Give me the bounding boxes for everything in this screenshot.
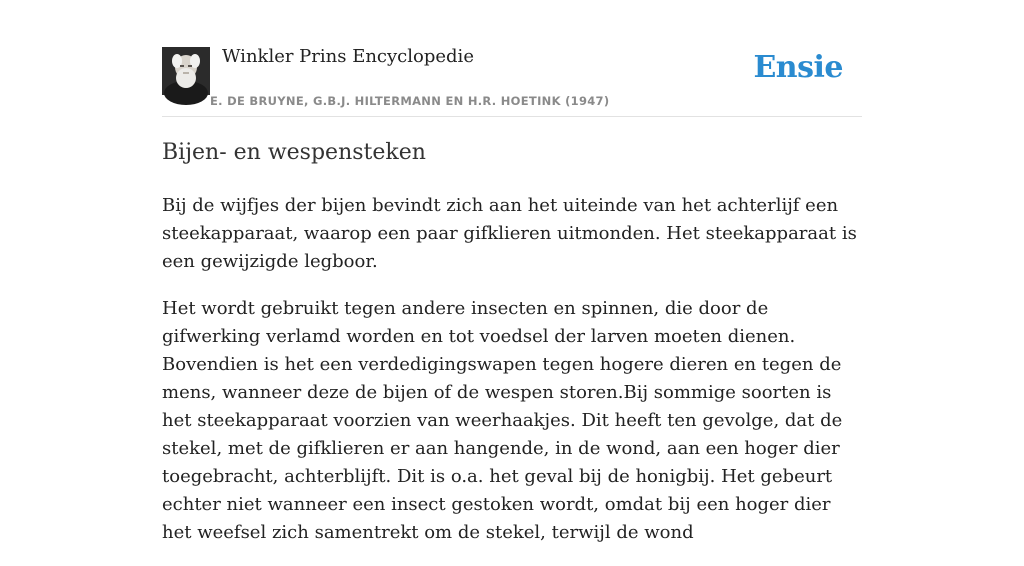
publication-title[interactable]: Winkler Prins Encyclopedie <box>222 46 474 67</box>
authors-line: E. DE BRUYNE, G.B.J. HILTERMANN EN H.R. HOETINK (1947) <box>210 94 610 108</box>
article-body <box>162 192 862 566</box>
paragraph: Het wordt gebruikt tegen andere insecten en spinnen, die door de gifwerking verlamd worden en tot voedsel der larven moeten dienen. Bovendien is het een verdedigingswapen tegen hogere dieren en tegen de mens, wanneer deze de bijen of de wespen storen.Bij sommige soorten is het steekapparaat voorzien van weerhaakjes. Dit heeft ten gevolge, dat de stekel, met de gifklieren er aan hangende, in de wond, aan een hoger dier toegebracht, achterblijft. Dit is o.a. het geval bij de honigbij. Het gebeurt echter niet wanneer een insect gestoken wordt, omdat bij een hoger dier het weefsel zich samentrekt om de stekel, terwijl de wond <box>162 298 843 543</box>
author-avatar[interactable] <box>162 47 210 95</box>
portrait-image <box>162 47 210 95</box>
header <box>162 0 862 117</box>
content-container <box>162 0 862 543</box>
paragraph: Bij de wijfjes der bijen bevindt zich aan het uiteinde van het achterlijf een steekapparaat, waarop een paar gifklieren uitmonden. Het steekapparaat is een gewijzigde legboor. <box>162 195 857 272</box>
article-title: Bijen- en wespensteken <box>162 140 426 165</box>
ensie-logo[interactable]: Ensie <box>753 50 843 85</box>
